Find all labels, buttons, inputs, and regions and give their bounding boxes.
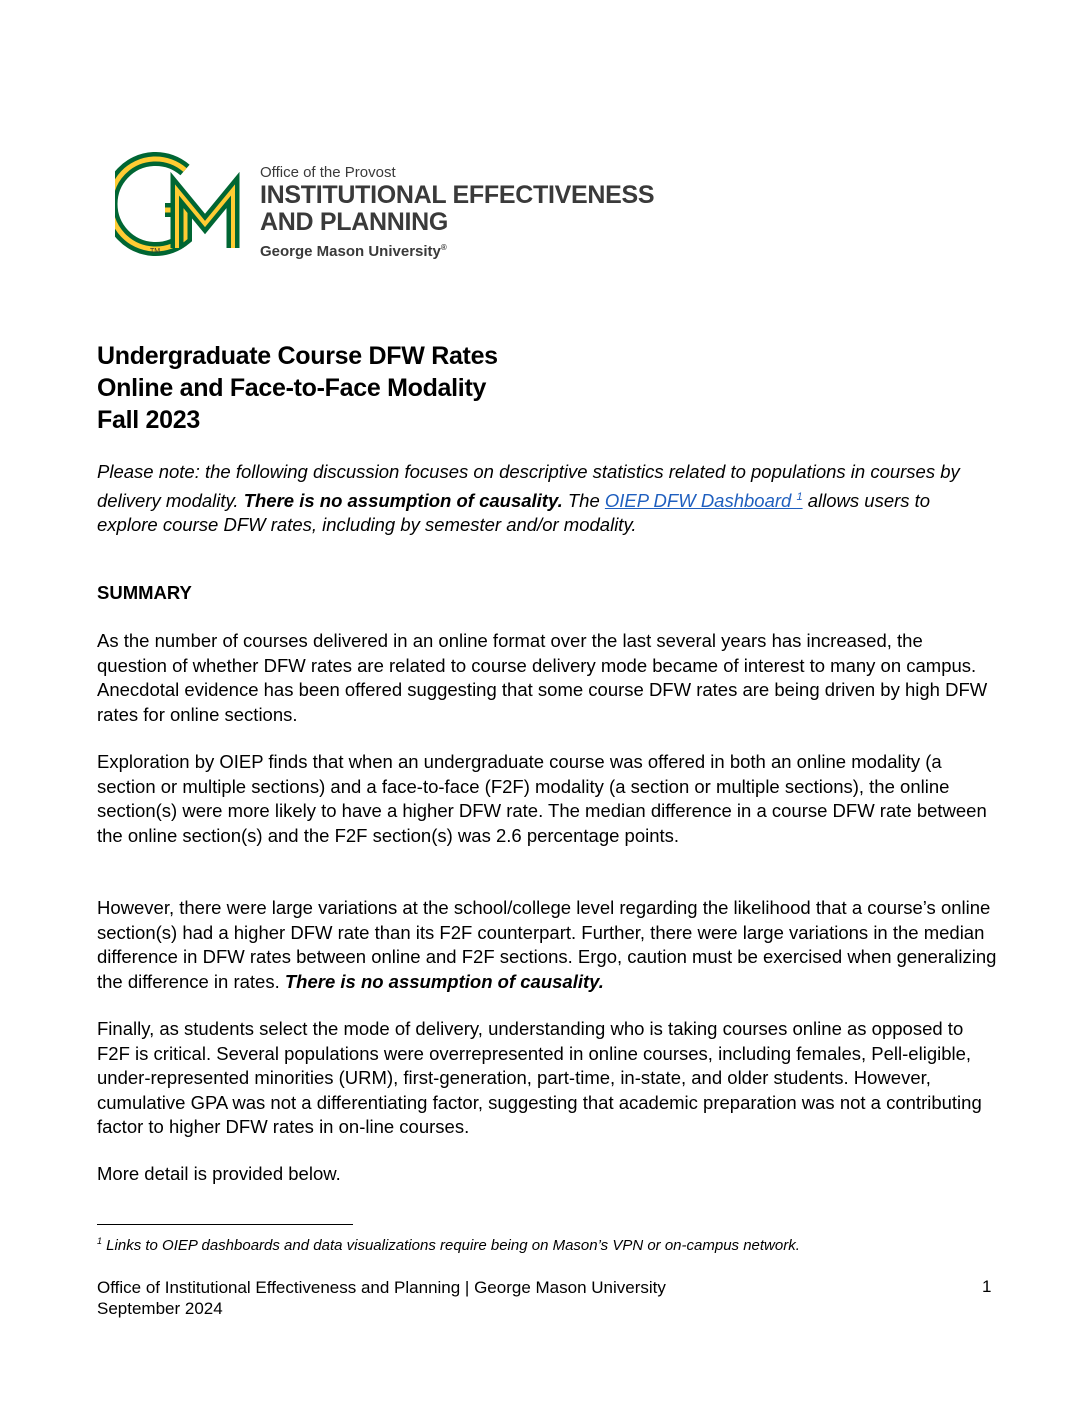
title-line-1: Undergraduate Course DFW Rates (97, 342, 498, 370)
logo-university-name: George Mason University (260, 243, 441, 260)
registered-mark: ® (440, 243, 447, 252)
note-text-1: Please note: the following discussion focuses on descriptive statistics related to populations in courses by delivery modality. (97, 461, 960, 511)
footer-date: September 2024 (97, 1299, 223, 1318)
summary-heading: SUMMARY (97, 582, 192, 603)
note-text-2: The (562, 489, 605, 511)
logo-line-1: INSTITUTIONAL EFFECTIVENESS (260, 181, 655, 209)
footer-office: Office of Institutional Effectiveness and Planning | George Mason University (97, 1278, 666, 1297)
link-footnote-ref: 1 (796, 490, 803, 503)
paragraph-2: Exploration by OIEP finds that when an undergraduate course was offered in both an online modality (a section or multiple sections) and a face-to-face (F2F) modality (a section or multiple sections), the online section(s) were more likely to have a higher DFW rate. The median difference in a course DFW rate between the online section(s) and the F2F section(s) was 2.6 percentage points. (97, 751, 987, 846)
footnote (97, 1236, 800, 1254)
note-causality-bold: There is no assumption of causality. (243, 489, 563, 511)
logo-wordmark (260, 164, 654, 262)
paragraph-5: More detail is provided below. (97, 1163, 341, 1184)
document-title (97, 340, 498, 436)
footnote-divider (97, 1224, 353, 1225)
oiep-logo (115, 152, 655, 262)
paragraph-3-causality-bold: There is no assumption of causality. (284, 970, 604, 992)
paragraph-3-text: However, there were large variations at the school/college level regarding the likelihood that a course’s online section(s) had a higher DFW rate than its F2F counterpart. Further, there were large variations in the median difference in DFW rates between online and F2F sections. Ergo, caution must be exercised when generalizing the difference in rates. (97, 897, 997, 992)
gm-monogram-icon (115, 152, 250, 262)
trademark-mark: TM (150, 248, 161, 255)
page-footer (97, 1277, 666, 1319)
title-line-2: Online and Face-to-Face Modality (97, 374, 487, 402)
logo-office-label: Office of the Provost (260, 164, 396, 181)
logo-university (260, 238, 654, 262)
footnote-number: 1 (97, 1236, 103, 1246)
note-text-3: allows users to explore course DFW rates, including by semester and/or modality. (97, 489, 931, 536)
paragraph-1: As the number of courses delivered in an online format over the last several years has increased, the question of whether DFW rates are related to course delivery mode became of interest to many on campus. Anecdotal evidence has been offered suggesting that some course DFW rates are being driven by high DFW rates for online sections. (97, 630, 988, 725)
oiep-dfw-dashboard-link[interactable] (605, 490, 803, 511)
disclaimer-note (97, 460, 967, 538)
paragraph-3 (97, 896, 997, 994)
link-label: OIEP DFW Dashboard (604, 489, 797, 511)
title-line-3: Fall 2023 (97, 406, 200, 434)
footnote-text: Links to OIEP dashboards and data visualizations require being on Mason’s VPN or on-campus network. (102, 1237, 800, 1254)
paragraph-4: Finally, as students select the mode of delivery, understanding who is taking courses online as opposed to F2F is critical. Several populations were overrepresented in online courses, including females, Pell-eligible, under-represented minorities (URM), first-generation, part-time, in-state, and older students. However, cumulative GPA was not a differentiating factor, suggesting that academic preparation was not a contributing factor to higher DFW rates in on-line courses. (97, 1018, 982, 1137)
logo-line-2: AND PLANNING (260, 208, 449, 236)
page-number: 1 (982, 1277, 992, 1296)
